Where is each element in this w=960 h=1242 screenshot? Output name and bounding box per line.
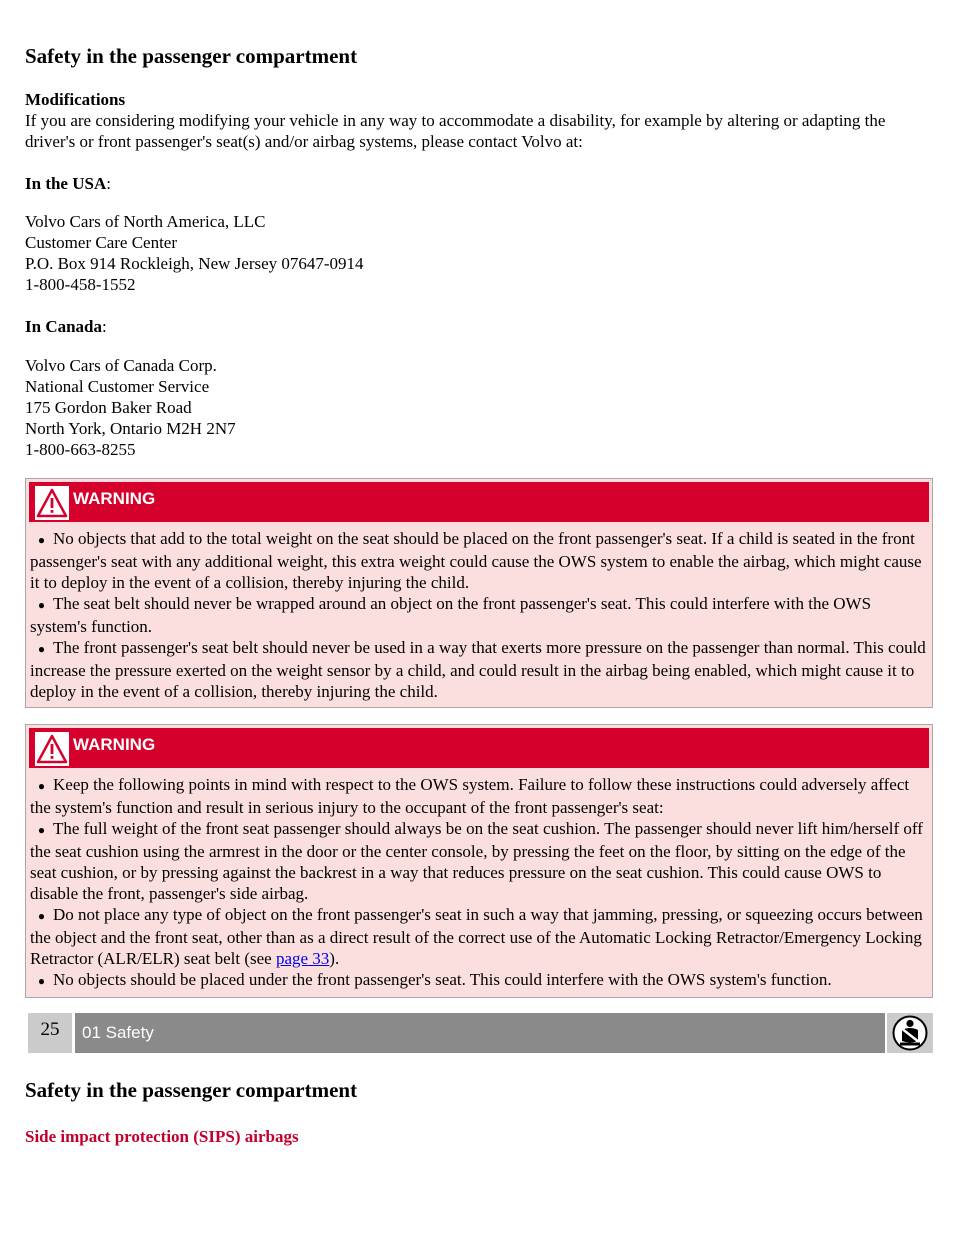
canada-address bbox=[25, 355, 930, 460]
usa-colon: : bbox=[106, 174, 111, 193]
page-33-link[interactable]: page 33 bbox=[275, 949, 330, 968]
chapter-footer-bar bbox=[25, 1013, 933, 1053]
warning-list bbox=[26, 522, 932, 707]
warning-title: WARNING bbox=[73, 489, 156, 508]
warning-item-text: No objects that add to the total weight on the seat should be placed on the front passenger's seat. If a child is seated in the front passenger's seat with any additional weight, this extra weight could cause the OWS system to enable the airbag, which might cause it to deploy in the event of a collision, thereby injuring the child. bbox=[30, 529, 922, 592]
usa-line: P.O. Box 914 Rockleigh, New Jersey 07647-0914 bbox=[25, 254, 364, 273]
warning-item bbox=[30, 969, 927, 992]
warning-item-text: ). bbox=[329, 949, 340, 968]
modifications-section bbox=[25, 89, 930, 152]
bullet-icon: ● bbox=[37, 823, 46, 837]
warning-item bbox=[30, 904, 927, 969]
usa-contact bbox=[25, 173, 930, 194]
bullet-icon: ● bbox=[37, 909, 46, 923]
canada-line: 175 Gordon Baker Road bbox=[25, 398, 192, 417]
canada-colon: : bbox=[102, 317, 107, 336]
usa-line: Volvo Cars of North America, LLC bbox=[25, 212, 266, 231]
bullet-icon: ● bbox=[37, 779, 46, 793]
warning-item-text: Do not place any type of object on the front passenger's seat in such a way that jamming, pressing, or squeezing occurs between the object and the front seat, other than as a direct result of the correct use of the Automatic Locking Retractor/Emergency Locking Retractor (ALR/ELR) seat belt (see bbox=[30, 905, 923, 968]
warning-item bbox=[30, 774, 927, 818]
warning-title: WARNING bbox=[73, 735, 156, 754]
chapter-label: 01 Safety bbox=[75, 1013, 885, 1053]
canada-line: North York, Ontario M2H 2N7 bbox=[25, 419, 236, 438]
warning-item-text: The full weight of the front seat passenger should always be on the seat cushion. The passenger should never lift him/herself off the seat cushion using the armrest in the door or the center console, by pressing the feet on the floor, by sitting on the edge of the seat cushion, or by pressing against the backrest in a way that reduces pressure on the seat cushion. This could cause OWS to disable the front, passenger's side airbag. bbox=[30, 819, 923, 903]
next-section-title: Safety in the passenger compartment bbox=[25, 1078, 358, 1102]
warning-item bbox=[30, 528, 927, 593]
usa-heading bbox=[25, 173, 930, 194]
usa-line: Customer Care Center bbox=[25, 233, 178, 252]
bullet-icon: ● bbox=[37, 974, 46, 988]
warning-box-1 bbox=[25, 478, 933, 708]
modifications-heading: Modifications bbox=[25, 90, 126, 109]
warning-triangle-icon bbox=[35, 486, 69, 520]
warning-header bbox=[29, 482, 929, 522]
warning-item bbox=[30, 637, 927, 702]
warning-item-text: The seat belt should never be wrapped around an object on the front passenger's seat. This could interfere with the OWS system's function. bbox=[30, 594, 872, 636]
warning-item bbox=[30, 593, 927, 637]
usa-address bbox=[25, 211, 930, 295]
usa-line: 1-800-458-1552 bbox=[25, 275, 136, 294]
canada-line: 1-800-663-8255 bbox=[25, 440, 136, 459]
warning-item-text: Keep the following points in mind with respect to the OWS system. Failure to follow these instructions could adversely affect the system's function and result in serious injury to the occupant of the front passenger's seat: bbox=[30, 775, 910, 817]
canada-contact bbox=[25, 316, 930, 337]
canada-label: In Canada bbox=[25, 317, 103, 336]
warning-list bbox=[26, 768, 932, 997]
bullet-icon: ● bbox=[37, 642, 46, 656]
warning-box-2 bbox=[25, 724, 933, 998]
warning-item-text: The front passenger's seat belt should never be used in a way that exerts more pressure on the passenger than normal. This could increase the pressure exerted on the weight sensor by a child, and could result in the airbag being enabled, which might cause it to deploy in the event of a collision, thereby injuring the child. bbox=[30, 638, 926, 701]
warning-triangle-icon bbox=[35, 732, 69, 766]
page-number: 25 bbox=[28, 1013, 72, 1053]
canada-line: Volvo Cars of Canada Corp. bbox=[25, 356, 217, 375]
warning-header bbox=[29, 728, 929, 768]
page-title: Safety in the passenger compartment bbox=[25, 44, 358, 68]
warning-item bbox=[30, 818, 927, 904]
canada-line: National Customer Service bbox=[25, 377, 210, 396]
chapter-icon-cell bbox=[887, 1013, 933, 1053]
usa-label: In the USA bbox=[25, 174, 107, 193]
modifications-text: If you are considering modifying your vehicle in any way to accommodate a disability, for example by altering or adapting the driver's or front passenger's seat(s) and/or airbag systems, please contact Volvo at: bbox=[25, 111, 886, 151]
bullet-icon: ● bbox=[37, 533, 46, 547]
seatbelt-chapter-icon bbox=[892, 1015, 928, 1051]
sips-airbags-heading: Side impact protection (SIPS) airbags bbox=[25, 1127, 299, 1146]
warning-item-text: No objects should be placed under the front passenger's seat. This could interfere with the OWS system's function. bbox=[53, 970, 832, 989]
canada-heading bbox=[25, 316, 930, 337]
bullet-icon: ● bbox=[37, 598, 46, 612]
